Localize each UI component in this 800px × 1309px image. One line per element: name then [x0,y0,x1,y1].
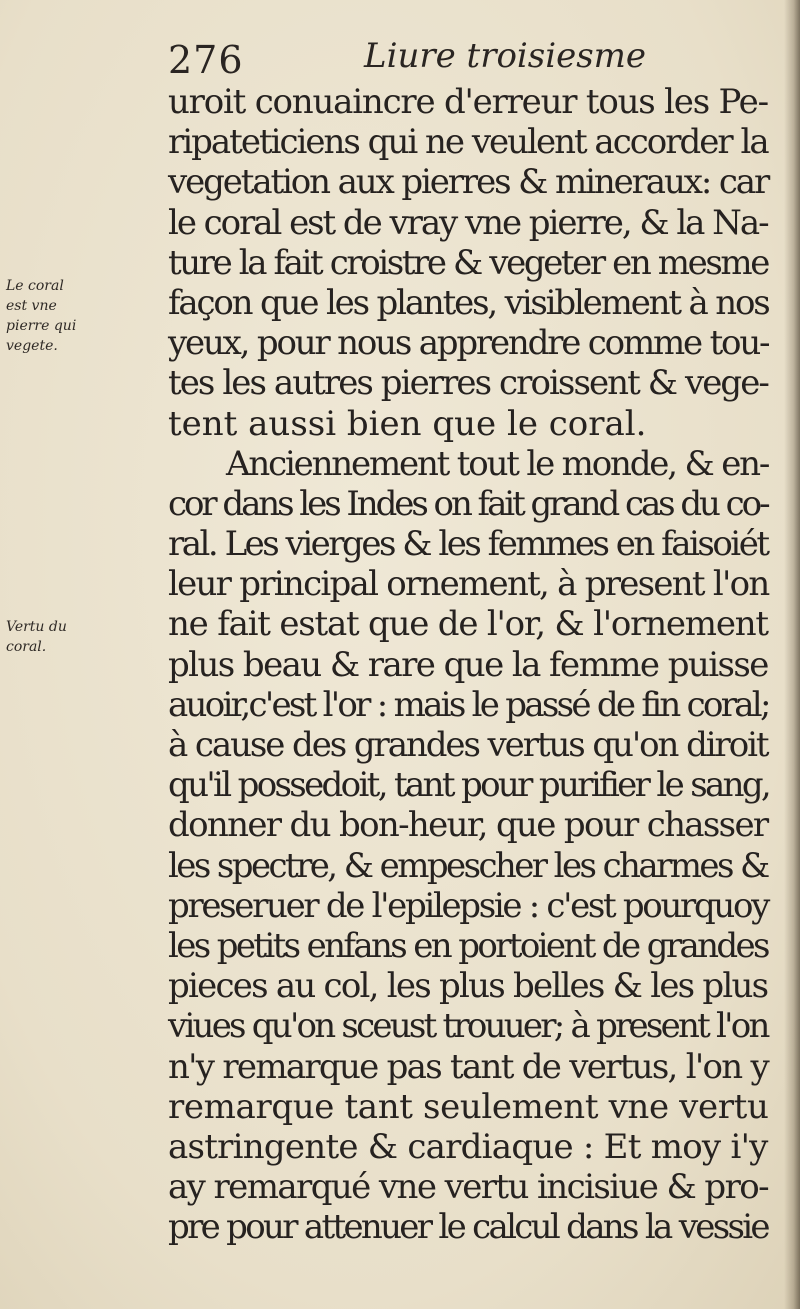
text-line: le coral est de vray vne pierre, & la Na- [168,202,768,243]
text-line: tent aussi bien que le coral. [168,403,647,444]
text-line: tes les autres pierres croissent & vege- [168,363,768,404]
text-line: pieces au col, les plus belles & les plus [168,966,768,1007]
text-line: n'y remarque pas tant de vertus, l'on y [168,1046,769,1087]
text-line: ay remarqué vne vertu incisiue & pro- [168,1167,769,1208]
margin-note-line: Le coral [6,278,64,294]
text-line: qu'il possedoit, tant pour purifier le sang, [168,765,770,806]
margin-note-line: coral. [6,639,47,655]
page-number: 276 [168,38,244,82]
text-line: façon que les plantes, visiblement à nos [168,282,769,323]
margin-note-line: pierre qui [6,318,77,334]
text-line: vegetation aux pierres & mineraux: car [168,162,769,203]
text-line: donner du bon-heur, que pour chasser [168,805,768,846]
text-line: leur principal ornement, à present l'on [168,564,769,605]
text-line: auoir,c'est l'or : mais le passé de fin coral; [168,684,769,725]
text-line: uroit conuaincre d'erreur tous les Pe- [168,82,768,122]
margin-note-line: vegete. [6,338,58,354]
margin-note-coral-pierre [6,276,76,356]
text-line: ral. Les vierges & les femmes en faisoiét [168,524,768,565]
margin-note-vertu-coral [6,617,67,657]
text-line: remarque tant seulement vne vertu [168,1086,769,1127]
text-line: ture la fait croistre & vegeter en mesme [168,242,768,283]
text-line: yeux, pour nous apprendre comme tou- [168,323,769,364]
text-line: ripateticiens qui ne veulent accorder la [168,122,768,163]
margin-note-line: Vertu du [6,619,67,635]
text-line: viues qu'on sceust trouuer; à present l'on [168,1006,768,1047]
running-head: Liure troisiesme [364,36,647,76]
text-line: les spectre, & empescher les charmes & [168,845,768,886]
page-spine-shadow [784,0,800,1309]
text-line: pre pour attenuer le calcul dans la vessie [168,1207,768,1248]
margin-note-line: est vne [6,298,57,314]
text-line: astringente & cardiaque : Et moy i'y [168,1126,768,1167]
text-line: à cause des grandes vertus qu'on diroit [168,725,768,765]
body-text [168,82,768,1247]
text-line: preseruer de l'epilepsie : c'est pourquoy [168,885,769,926]
text-line: ne fait estat que de l'or, & l'ornement [168,604,768,645]
text-line: plus beau & rare que la femme puisse [168,644,768,685]
paragraph-start-line: Anciennement tout le monde, & en- [226,443,769,484]
text-line: les petits enfans en portoient de grandes [168,925,768,966]
text-line: cor dans les Indes on fait grand cas du co- [168,483,768,524]
